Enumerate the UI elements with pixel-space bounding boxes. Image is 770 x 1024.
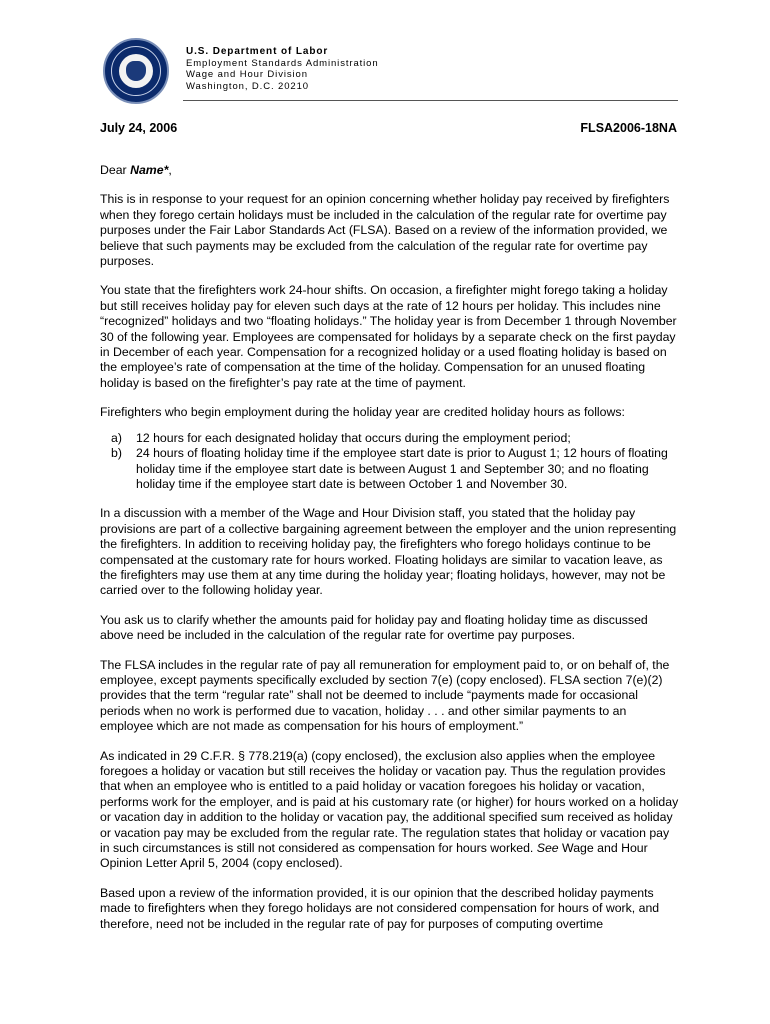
recipient-name: Name*: [130, 163, 169, 177]
paragraph-flsa: The FLSA includes in the regular rate of pay all remuneration for employment paid to, or on behalf of, the employee, except payments specifically excluded by section 7(e) (copy enclosed). FLSA section 7(e)(2) provides that the term “regular rate” shall not be deemed to include “payments made for occasional periods when no work is performed due to vacation, holiday . . . and other similar payments to an employee which are not made as compensation for his hours of employment.”: [100, 657, 670, 734]
paragraph-discussion: In a discussion with a member of the Wage and Hour Division staff, you stated that the holiday pay provisions are part of a collective bargaining agreement between the employer and the union representing the firefighters. In addition to receiving holiday pay, the firefighters who forego holidays continue to be compensated at the customary rate for hours worked. Floating holidays are similar to vacation leave, as the firefighters may use them at any time during the holiday year; floating holidays, however, may not be carried over to the following holiday year.: [100, 506, 677, 598]
letter-body: [100, 163, 680, 946]
paragraph-facts: You state that the firefighters work 24-hour shifts. On occasion, a firefighter might forego taking a holiday but still receives holiday pay for eleven such days at the rate of 12 hours per holiday. This includes nine “recognized” holidays and two “floating holidays.” The holiday year is from December 1 through November 30 of the following year. Employees are compensated for holidays by a separate check on the first payday in December of each year. Compensation for a recognized holiday or a used floating holiday is based on the employee’s rate of compensation at the time of the holiday. Compensation for an unused floating holiday is based on the firefighter’s pay rate at the time of payment.: [100, 283, 677, 390]
division-name: Wage and Hour Division: [186, 69, 308, 80]
letterhead: [186, 46, 379, 92]
address-city: Washington, D.C. 20210: [186, 80, 309, 92]
salutation: Dear Name*,: [100, 163, 172, 177]
department-seal-icon: [103, 38, 169, 104]
list-item: a) 12 hours for each designated holiday that occurs during the employment period;: [111, 430, 571, 445]
list-item: b) 24 hours of floating holiday time if the employee start date is prior to August 1; 12 hours of floating holiday time if the employee start date is between August 1 and September 30; and no floating holiday time if the employee start date is between October 1 and November 30.: [111, 446, 668, 491]
header-divider: [183, 100, 678, 101]
letter-date: July 24, 2006: [100, 121, 178, 135]
paragraph-question: You ask us to clarify whether the amounts paid for holiday pay and floating holiday time as discussed above need be included in the calculation of the regular rate for overtime pay purposes.: [100, 612, 648, 643]
paragraph-regulation: As indicated in 29 C.F.R. § 778.219(a) (copy enclosed), the exclusion also applies when the employee foregoes a holiday or vacation but still receives the holiday or vacation pay. Thus the regulation provides that when an employee who is entitled to a paid holiday or vacation foregoes his holiday or vacation, performs work for the employer, and is paid at his customary rate (or higher) for hours worked on a holiday or vacation day in addition to the holiday or vacation pay, the additional specified sum received as holiday or vacation pay may be excluded from the regular rate. The regulation states that holiday or vacation pay in such circumstances is still not considered as compensation for hours worked. See Wage and Hour Opinion Letter April 5, 2004 (copy enclosed).: [100, 748, 679, 871]
reference-number: FLSA2006-18NA: [580, 121, 677, 135]
department-name: U.S. Department of Labor: [186, 46, 329, 57]
credit-list: [100, 431, 680, 493]
paragraph-credit-intro: Firefighters who begin employment during the holiday year are credited holiday hours as follows:: [100, 405, 625, 420]
paragraph-opinion: Based upon a review of the information provided, it is our opinion that the described holiday payments made to firefighters when they forego holidays are not considered compensation for hours of work, and therefore, need not be included in the regular rate of pay for purposes of computing overtime: [100, 885, 660, 931]
administration-name: Employment Standards Administration: [186, 57, 379, 69]
paragraph-request: This is in response to your request for an opinion concerning whether holiday pay received by firefighters when they forego certain holidays must be included in the calculation of the regular rate for overtime pay purposes under the Fair Labor Standards Act (FLSA). Based on a review of the information provided, we believe that such payments may be excluded from the calculation of the regular rate for overtime pay purposes.: [100, 192, 670, 269]
